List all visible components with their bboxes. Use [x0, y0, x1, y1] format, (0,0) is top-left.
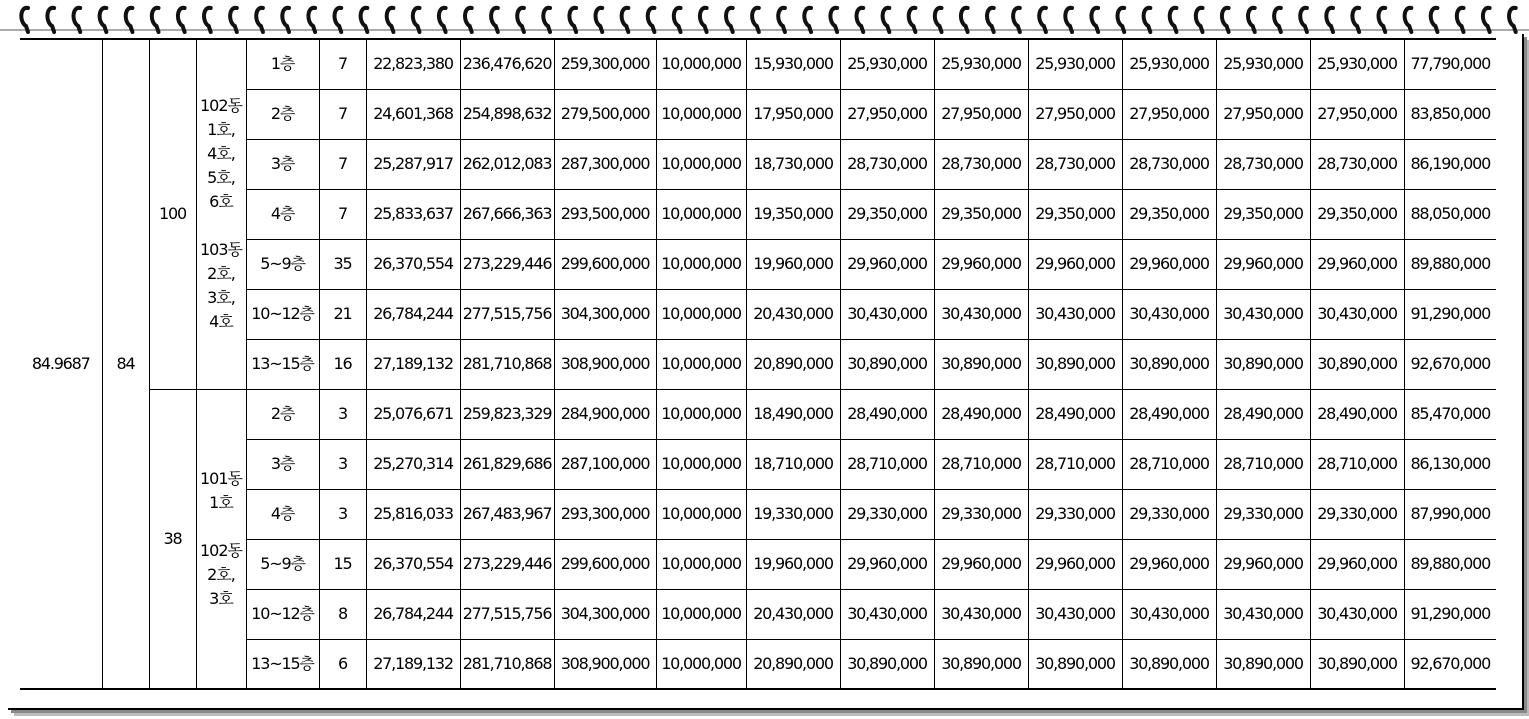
amount-cell: 254,898,632	[460, 89, 554, 139]
floor-cell: 3층	[246, 439, 319, 489]
spiral-ring-icon	[648, 8, 655, 32]
amount-cell: 29,330,000	[934, 489, 1028, 539]
building-unit-line: 5호,	[207, 168, 235, 188]
amount-cell: 28,490,000	[840, 389, 934, 439]
count-cell: 16	[319, 339, 366, 389]
amount-cell: 30,890,000	[1216, 339, 1310, 389]
amount-cell: 27,950,000	[1122, 89, 1216, 139]
spiral-ring-icon	[674, 8, 681, 32]
amount-cell: 30,890,000	[934, 339, 1028, 389]
floor-cell: 2층	[246, 389, 319, 439]
building-unit-line: 103동	[200, 240, 242, 260]
count-cell: 6	[319, 639, 366, 689]
amount-cell: 30,430,000	[1122, 589, 1216, 639]
amount-cell: 19,330,000	[746, 489, 840, 539]
spiral-ring-icon	[1300, 8, 1307, 32]
spiral-ring-icon	[1091, 8, 1098, 32]
price-table	[20, 38, 1496, 690]
amount-cell: 30,430,000	[934, 589, 1028, 639]
amount-cell: 30,430,000	[1216, 589, 1310, 639]
amount-cell: 25,270,314	[366, 439, 460, 489]
spiral-ring-icon	[230, 8, 237, 32]
amount-cell: 28,730,000	[1122, 139, 1216, 189]
amount-cell: 25,287,917	[366, 139, 460, 189]
amount-cell: 29,960,000	[1122, 239, 1216, 289]
spiral-ring-icon	[857, 8, 864, 32]
amount-cell: 28,730,000	[934, 139, 1028, 189]
amount-cell: 28,490,000	[1216, 389, 1310, 439]
amount-cell: 26,370,554	[366, 539, 460, 589]
amount-cell: 85,470,000	[1404, 389, 1496, 439]
amount-cell: 30,890,000	[1122, 639, 1216, 689]
spiral-ring-icon	[361, 8, 368, 32]
spiral-binding	[0, 0, 1529, 34]
spiral-ring-icon	[1039, 8, 1046, 32]
amount-cell: 30,890,000	[1216, 639, 1310, 689]
spiral-ring-icon	[126, 8, 133, 32]
unit-count-cell: 100	[149, 39, 196, 389]
amount-cell: 281,710,868	[460, 339, 554, 389]
amount-cell: 10,000,000	[656, 89, 746, 139]
amount-cell: 86,190,000	[1404, 139, 1496, 189]
amount-cell: 83,850,000	[1404, 89, 1496, 139]
amount-cell: 287,100,000	[554, 439, 656, 489]
area-type-cell: 84	[102, 39, 149, 689]
amount-cell: 30,890,000	[1028, 639, 1122, 689]
spiral-ring-icon	[1222, 8, 1229, 32]
spiral-ring-icon	[596, 8, 603, 32]
spiral-ring-icon	[1379, 8, 1386, 32]
amount-cell: 293,500,000	[554, 189, 656, 239]
spiral-ring-icon	[178, 8, 185, 32]
amount-cell: 25,833,637	[366, 189, 460, 239]
amount-cell: 30,890,000	[840, 639, 934, 689]
amount-cell: 10,000,000	[656, 39, 746, 89]
count-cell: 3	[319, 489, 366, 539]
building-unit-line: 2호,	[207, 564, 235, 584]
amount-cell: 10,000,000	[656, 539, 746, 589]
spiral-ring-icon	[1431, 8, 1438, 32]
document-page	[8, 34, 1524, 710]
floor-cell: 4층	[246, 189, 319, 239]
spiral-ring-icon	[700, 8, 707, 32]
amount-cell: 279,500,000	[554, 89, 656, 139]
spiral-ring-icon	[21, 8, 28, 32]
amount-cell: 19,960,000	[746, 539, 840, 589]
spiral-ring-icon	[335, 8, 342, 32]
floor-cell: 5~9층	[246, 539, 319, 589]
amount-cell: 29,330,000	[1216, 489, 1310, 539]
amount-cell: 10,000,000	[656, 389, 746, 439]
count-cell: 7	[319, 39, 366, 89]
amount-cell: 87,990,000	[1404, 489, 1496, 539]
amount-cell: 29,350,000	[934, 189, 1028, 239]
spiral-ring-icon	[830, 8, 837, 32]
amount-cell: 10,000,000	[656, 339, 746, 389]
amount-cell: 30,430,000	[840, 589, 934, 639]
floor-cell: 5~9층	[246, 239, 319, 289]
amount-cell: 30,430,000	[1028, 589, 1122, 639]
spiral-ring-icon	[1405, 8, 1412, 32]
amount-cell: 91,290,000	[1404, 289, 1496, 339]
amount-cell: 25,816,033	[366, 489, 460, 539]
building-unit-line: 101동	[200, 468, 242, 488]
spiral-ring-icon	[47, 8, 54, 32]
amount-cell: 18,730,000	[746, 139, 840, 189]
unit-count-cell: 38	[149, 389, 196, 689]
amount-cell: 308,900,000	[554, 339, 656, 389]
floor-cell: 2층	[246, 89, 319, 139]
amount-cell: 299,600,000	[554, 239, 656, 289]
amount-cell: 27,189,132	[366, 639, 460, 689]
amount-cell: 29,960,000	[840, 539, 934, 589]
table-row	[20, 39, 1496, 89]
spiral-ring-icon	[100, 8, 107, 32]
count-cell: 21	[319, 289, 366, 339]
amount-cell: 236,476,620	[460, 39, 554, 89]
amount-cell: 92,670,000	[1404, 339, 1496, 389]
floor-cell: 4층	[246, 489, 319, 539]
amount-cell: 299,600,000	[554, 539, 656, 589]
amount-cell: 29,960,000	[1028, 239, 1122, 289]
amount-cell: 91,290,000	[1404, 589, 1496, 639]
spiral-ring-icon	[1144, 8, 1151, 32]
spiral-ring-icon	[909, 8, 916, 32]
amount-cell: 17,950,000	[746, 89, 840, 139]
floor-cell: 3층	[246, 139, 319, 189]
amount-cell: 29,330,000	[1028, 489, 1122, 539]
amount-cell: 28,710,000	[1028, 439, 1122, 489]
floor-cell: 10~12층	[246, 289, 319, 339]
spiral-ring-icon	[622, 8, 629, 32]
building-units-cell	[196, 39, 246, 389]
amount-cell: 30,430,000	[934, 289, 1028, 339]
amount-cell: 30,890,000	[1028, 339, 1122, 389]
amount-cell: 30,890,000	[934, 639, 1028, 689]
building-unit-line: 1호	[209, 492, 233, 512]
amount-cell: 26,784,244	[366, 289, 460, 339]
area-exclusive-cell: 84.9687	[20, 39, 102, 689]
spiral-ring-icon	[308, 8, 315, 32]
amount-cell: 30,890,000	[1122, 339, 1216, 389]
spiral-ring-icon	[1013, 8, 1020, 32]
amount-cell: 26,784,244	[366, 589, 460, 639]
amount-cell: 27,950,000	[1216, 89, 1310, 139]
amount-cell: 29,960,000	[934, 539, 1028, 589]
count-cell: 3	[319, 389, 366, 439]
amount-cell: 24,601,368	[366, 89, 460, 139]
amount-cell: 28,730,000	[1028, 139, 1122, 189]
spiral-ring-icon	[517, 8, 524, 32]
amount-cell: 20,890,000	[746, 339, 840, 389]
amount-cell: 30,430,000	[1216, 289, 1310, 339]
amount-cell: 10,000,000	[656, 589, 746, 639]
amount-cell: 30,430,000	[1122, 289, 1216, 339]
amount-cell: 30,430,000	[1310, 289, 1404, 339]
table-row	[20, 389, 1496, 439]
amount-cell: 10,000,000	[656, 189, 746, 239]
building-unit-line: 3호,	[207, 288, 235, 308]
amount-cell: 28,730,000	[1216, 139, 1310, 189]
amount-cell: 29,960,000	[1310, 239, 1404, 289]
amount-cell: 18,490,000	[746, 389, 840, 439]
amount-cell: 25,930,000	[840, 39, 934, 89]
spiral-ring-icon	[1483, 8, 1490, 32]
amount-cell: 304,300,000	[554, 589, 656, 639]
spiral-ring-icon	[1457, 8, 1464, 32]
spiral-ring-icon	[387, 8, 394, 32]
amount-cell: 29,960,000	[1216, 539, 1310, 589]
amount-cell: 281,710,868	[460, 639, 554, 689]
amount-cell: 29,330,000	[840, 489, 934, 539]
amount-cell: 259,300,000	[554, 39, 656, 89]
spiral-ring-icon	[1274, 8, 1281, 32]
spiral-ring-icon	[883, 8, 890, 32]
amount-cell: 30,890,000	[1310, 639, 1404, 689]
spiral-ring-icon	[204, 8, 211, 32]
amount-cell: 77,790,000	[1404, 39, 1496, 89]
spiral-ring-icon	[987, 8, 994, 32]
amount-cell: 261,829,686	[460, 439, 554, 489]
amount-cell: 15,930,000	[746, 39, 840, 89]
amount-cell: 26,370,554	[366, 239, 460, 289]
amount-cell: 29,960,000	[1028, 539, 1122, 589]
amount-cell: 259,823,329	[460, 389, 554, 439]
spiral-ring-icon	[465, 8, 472, 32]
amount-cell: 92,670,000	[1404, 639, 1496, 689]
amount-cell: 273,229,446	[460, 539, 554, 589]
amount-cell: 277,515,756	[460, 289, 554, 339]
amount-cell: 10,000,000	[656, 639, 746, 689]
building-unit-line: 102동	[200, 540, 242, 560]
building-units-cell	[196, 389, 246, 689]
spiral-ring-icon	[726, 8, 733, 32]
amount-cell: 30,430,000	[840, 289, 934, 339]
building-unit-line: 1호,	[207, 120, 235, 140]
amount-cell: 30,430,000	[1028, 289, 1122, 339]
count-cell: 7	[319, 89, 366, 139]
spiral-ring-icon	[491, 8, 498, 32]
amount-cell: 30,430,000	[1310, 589, 1404, 639]
building-unit-line: 102동	[200, 96, 242, 116]
building-unit-line: 3호	[209, 588, 233, 608]
amount-cell: 28,710,000	[1122, 439, 1216, 489]
amount-cell: 27,950,000	[934, 89, 1028, 139]
amount-cell: 293,300,000	[554, 489, 656, 539]
count-cell: 15	[319, 539, 366, 589]
spiral-ring-icon	[752, 8, 759, 32]
spiral-ring-icon	[439, 8, 446, 32]
amount-cell: 262,012,083	[460, 139, 554, 189]
amount-cell: 25,930,000	[1122, 39, 1216, 89]
amount-cell: 25,930,000	[1216, 39, 1310, 89]
amount-cell: 28,710,000	[934, 439, 1028, 489]
spiral-ring-icon	[1065, 8, 1072, 32]
amount-cell: 29,330,000	[1122, 489, 1216, 539]
amount-cell: 10,000,000	[656, 289, 746, 339]
amount-cell: 89,880,000	[1404, 239, 1496, 289]
spiral-ring-icon	[935, 8, 942, 32]
amount-cell: 30,890,000	[1310, 339, 1404, 389]
amount-cell: 28,710,000	[1216, 439, 1310, 489]
amount-cell: 304,300,000	[554, 289, 656, 339]
amount-cell: 28,710,000	[1310, 439, 1404, 489]
spiral-ring-icon	[1509, 8, 1516, 32]
spiral-ring-icon	[413, 8, 420, 32]
count-cell: 8	[319, 589, 366, 639]
count-cell: 7	[319, 139, 366, 189]
building-unit-line: 4호,	[207, 144, 235, 164]
amount-cell: 19,960,000	[746, 239, 840, 289]
amount-cell: 273,229,446	[460, 239, 554, 289]
amount-cell: 10,000,000	[656, 439, 746, 489]
amount-cell: 29,350,000	[1216, 189, 1310, 239]
amount-cell: 28,730,000	[840, 139, 934, 189]
amount-cell: 28,490,000	[1122, 389, 1216, 439]
spiral-ring-icon	[1118, 8, 1125, 32]
amount-cell: 25,930,000	[1310, 39, 1404, 89]
amount-cell: 29,350,000	[1028, 189, 1122, 239]
amount-cell: 20,430,000	[746, 289, 840, 339]
amount-cell: 29,350,000	[1122, 189, 1216, 239]
amount-cell: 29,350,000	[840, 189, 934, 239]
amount-cell: 308,900,000	[554, 639, 656, 689]
amount-cell: 267,666,363	[460, 189, 554, 239]
amount-cell: 18,710,000	[746, 439, 840, 489]
amount-cell: 29,330,000	[1310, 489, 1404, 539]
amount-cell: 86,130,000	[1404, 439, 1496, 489]
amount-cell: 28,490,000	[1310, 389, 1404, 439]
floor-cell: 13~15층	[246, 639, 319, 689]
amount-cell: 277,515,756	[460, 589, 554, 639]
amount-cell: 29,960,000	[1310, 539, 1404, 589]
amount-cell: 27,950,000	[1310, 89, 1404, 139]
spiral-ring-icon	[1170, 8, 1177, 32]
amount-cell: 28,490,000	[1028, 389, 1122, 439]
amount-cell: 89,880,000	[1404, 539, 1496, 589]
spiral-ring-icon	[543, 8, 550, 32]
spiral-ring-icon	[569, 8, 576, 32]
count-cell: 3	[319, 439, 366, 489]
spiral-ring-icon	[1352, 8, 1359, 32]
spiral-ring-icon	[1326, 8, 1333, 32]
amount-cell: 25,930,000	[1028, 39, 1122, 89]
amount-cell: 27,189,132	[366, 339, 460, 389]
spiral-ring-icon	[1196, 8, 1203, 32]
building-unit-line	[197, 214, 246, 238]
amount-cell: 29,960,000	[934, 239, 1028, 289]
amount-cell: 287,300,000	[554, 139, 656, 189]
amount-cell: 29,350,000	[1310, 189, 1404, 239]
spiral-ring-icon	[152, 8, 159, 32]
amount-cell: 29,960,000	[1122, 539, 1216, 589]
amount-cell: 30,890,000	[840, 339, 934, 389]
amount-cell: 20,430,000	[746, 589, 840, 639]
spiral-ring-icon	[961, 8, 968, 32]
spiral-ring-icon	[1248, 8, 1255, 32]
building-unit-line: 2호,	[207, 264, 235, 284]
amount-cell: 29,960,000	[840, 239, 934, 289]
amount-cell: 284,900,000	[554, 389, 656, 439]
amount-cell: 10,000,000	[656, 139, 746, 189]
spiral-ring-icon	[256, 8, 263, 32]
amount-cell: 19,350,000	[746, 189, 840, 239]
amount-cell: 28,730,000	[1310, 139, 1404, 189]
floor-cell: 13~15층	[246, 339, 319, 389]
building-unit-line	[197, 515, 246, 539]
building-unit-line: 4호	[209, 312, 233, 332]
amount-cell: 27,950,000	[1028, 89, 1122, 139]
amount-cell: 28,490,000	[934, 389, 1028, 439]
spiral-ring-icon	[282, 8, 289, 32]
building-unit-line: 6호	[209, 192, 233, 212]
amount-cell: 267,483,967	[460, 489, 554, 539]
amount-cell: 22,823,380	[366, 39, 460, 89]
amount-cell: 27,950,000	[840, 89, 934, 139]
count-cell: 7	[319, 189, 366, 239]
spiral-ring-icon	[804, 8, 811, 32]
amount-cell: 10,000,000	[656, 489, 746, 539]
spiral-ring-icon	[778, 8, 785, 32]
amount-cell: 25,930,000	[934, 39, 1028, 89]
amount-cell: 29,960,000	[1216, 239, 1310, 289]
floor-cell: 1층	[246, 39, 319, 89]
amount-cell: 28,710,000	[840, 439, 934, 489]
amount-cell: 10,000,000	[656, 239, 746, 289]
amount-cell: 88,050,000	[1404, 189, 1496, 239]
amount-cell: 20,890,000	[746, 639, 840, 689]
spiral-ring-icon	[74, 8, 81, 32]
amount-cell: 25,076,671	[366, 389, 460, 439]
floor-cell: 10~12층	[246, 589, 319, 639]
count-cell: 35	[319, 239, 366, 289]
